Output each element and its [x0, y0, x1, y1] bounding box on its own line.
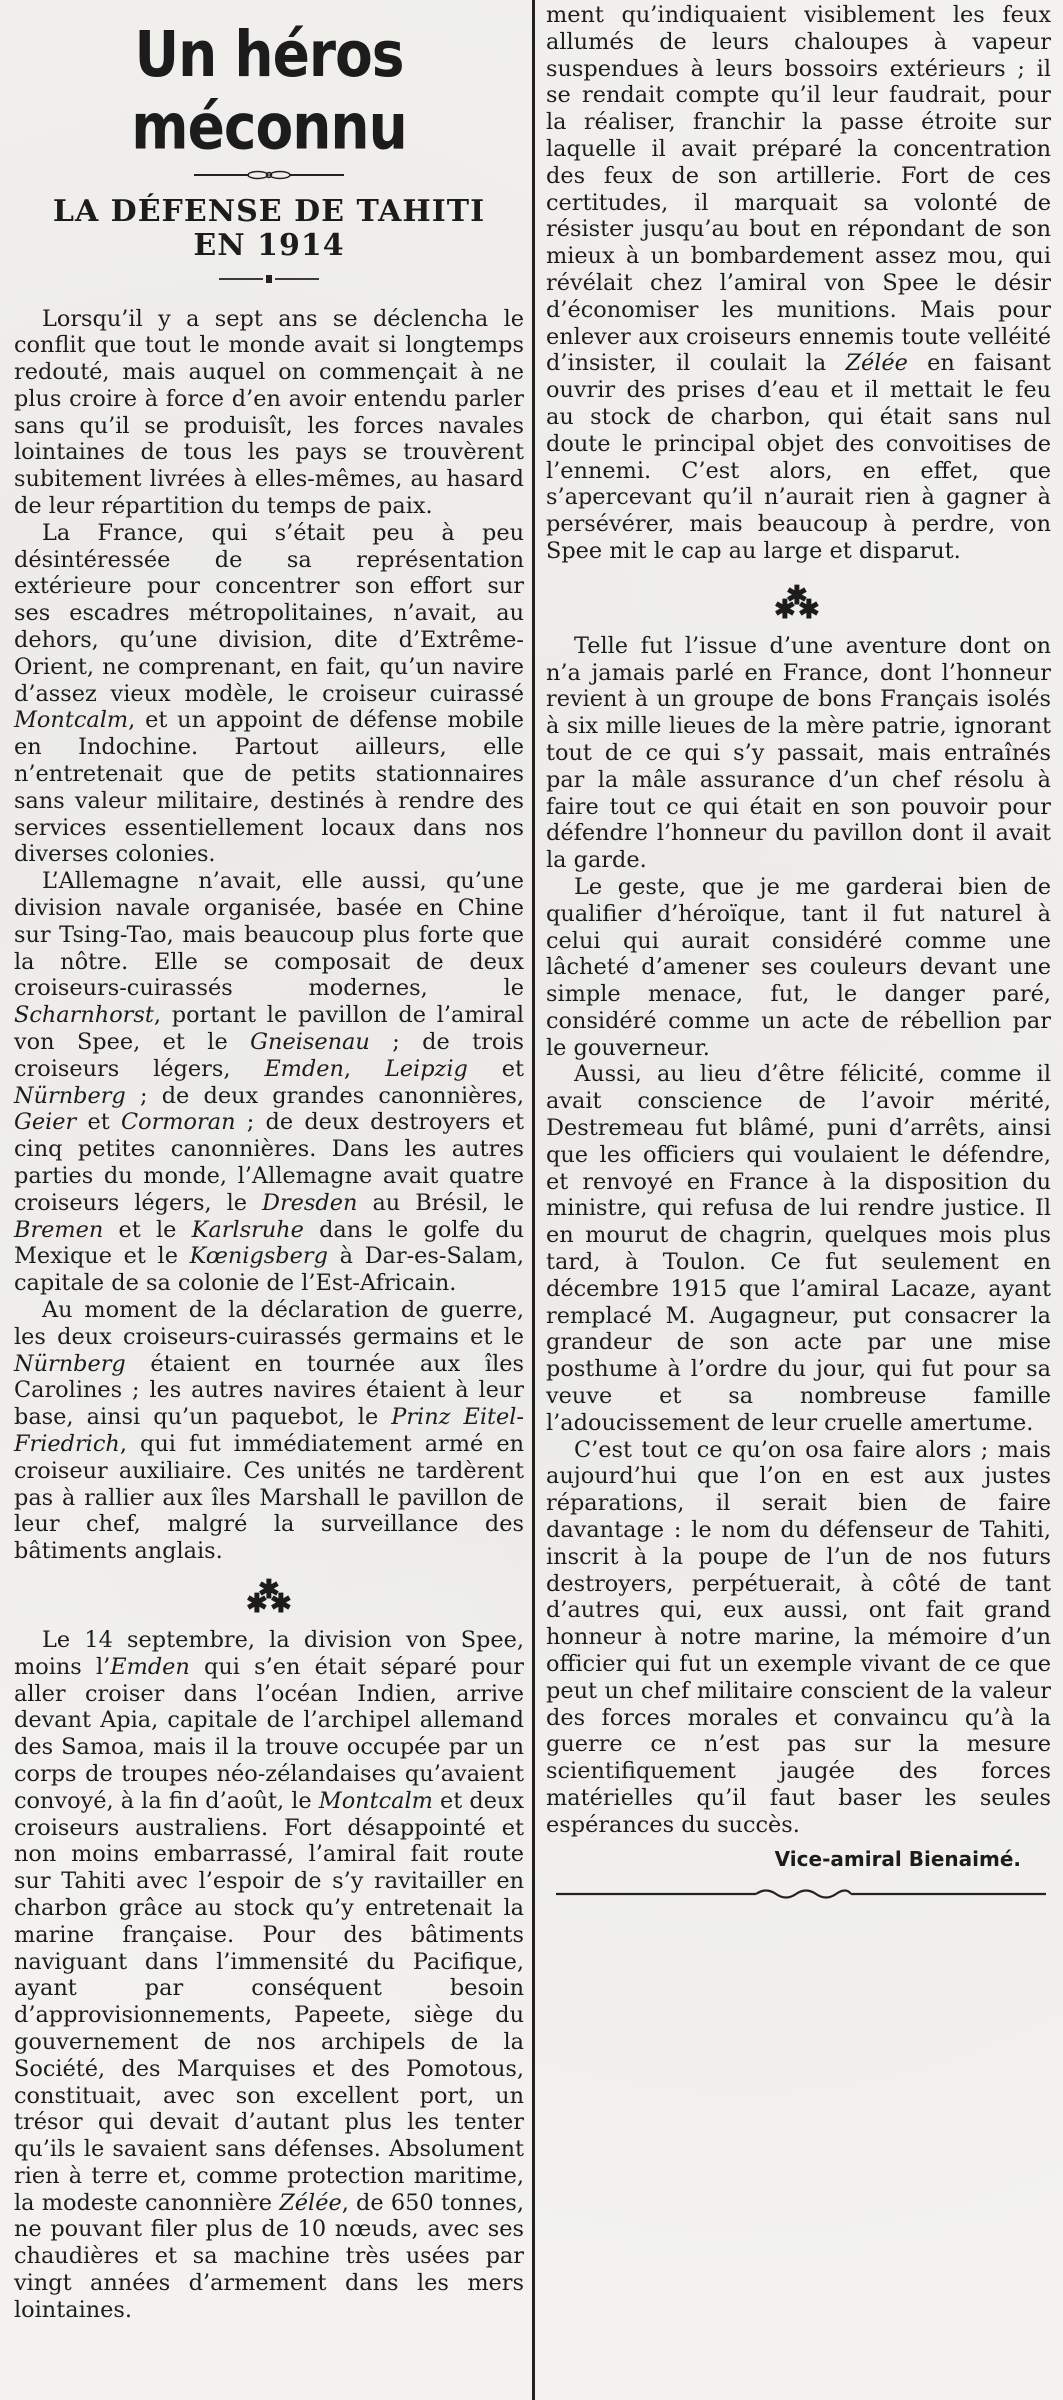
ship-name: Geier: [14, 1109, 77, 1136]
ship-name: Emden: [110, 1653, 190, 1680]
column-divider: [532, 0, 535, 2400]
ship-name: Zélée: [845, 350, 908, 377]
section-break-asterism-icon: ✱ ✱ ✱: [774, 580, 820, 625]
ship-name: Gneisenau: [250, 1029, 370, 1056]
ship-name: Emden: [264, 1055, 344, 1082]
headline: Un héros méconnu: [131, 17, 407, 164]
paragraph: Lorsqu’il y a sept ans se déclencha le conflit que tout le monde avait si longtemps redouté, mais auquel on commençait à ne plus croire à force d’en avoir entendu parler sans qu’il se produisît, les forces navales lointaines de tous les pays se trouvèrent subitement livrées à elles-mêmes, au hasard de leur répartition du temps de paix.: [14, 305, 524, 520]
end-of-article-rule-icon: [556, 1887, 1046, 1901]
right-column: [546, 0, 1051, 1901]
paragraph: C’est tout ce qu’on osa faire alors ; mais aujourd’hui que l’on en est aux justes réparations, il serait bien de faire davantage : le nom du défenseur de Tahiti, inscrit à la poupe de l’un de nos futurs destroyers, perpétuerait, à côté de tant d’autres qui, eux aussi, ont fait grand honneur à notre marine, la mémoire d’un officier qui fut un exemple vivant de ce que peut un chef militaire conscient de la valeur des forces morales et convaincu qu’à la guerre ce n’est pas sur la mesure scientifiquement jaugée des forces matérielles qu’il faut baser les seules espérances du succès.: [546, 1436, 1051, 1838]
ship-name: Bremen: [14, 1216, 104, 1243]
ship-name: Zélée: [279, 2189, 342, 2216]
ship-name: Prinz Eitel-Friedrich: [14, 1404, 524, 1457]
subhead-line-2: EN 1914: [193, 228, 345, 263]
paragraph: La France, qui s’était peu à peu désintéressée de sa représentation extérieure pour concentrer son effort sur ses escadres métropolitaines, n’avait, au dehors, qu’une division, dite d’Extrême-Orient, ne comprenant, en fait, qu’un navire d’assez vieux modèle, le croiseur cuirassé Montcalm, et un appoint de défense mobile en Indochine. Partout ailleurs, elle n’entretenait que de petits stationnaires sans valeur militaire, destinés à rendre des services essentiellement locaux dans nos diverses colonies.: [14, 519, 524, 868]
ship-name: Montcalm: [318, 1787, 433, 1814]
ship-name: Karlsruhe: [191, 1216, 304, 1243]
subhead-line-1: LA DÉFENSE DE TAHITI: [52, 193, 486, 229]
ship-name: Nürnberg: [14, 1082, 126, 1109]
ship-name: Leipzig: [384, 1055, 468, 1082]
right-column-text: [546, 2, 1051, 1839]
paragraph: Le 14 septembre, la division von Spee, moins l’Emden qui s’en était séparé pour aller croiser dans l’océan Indien, arrive devant Apia, capitale de l’archipel allemand des Samoa, mais il la trouve occupée par un corps de troupes néo-zélandaises qu’avaient convoyé, à la fin d’août, le Montcalm et deux croiseurs australiens. Fort désappointé et non moins embarrassé, l’amiral fait route sur Tahiti avec l’espoir de s’y ravitailler en charbon grâce au stock qu’y entretenait la marine française. Pour des bâtiments naviguant dans l’immensité du Pacifique, ayant par conséquent besoin d’approvisionnements, Papeete, siège du gouvernement de nos archipels de la Société, des Marquises et des Pomotous, constituait, avec son excellent port, un trésor qui devait d’autant plus les tenter qu’ils le savaient sans défenses. Absolument rien à terre et, comme protection maritime, la modeste canonnière Zélée, de 650 tonnes, ne pouvant filer plus de 10 nœuds, avec ses chaudières et sa machine très usées par vingt années d’armement dans les mers lointaines.: [14, 1626, 524, 2323]
ship-name: Kœnigsberg: [189, 1243, 328, 1270]
subhead-ornament-icon: [219, 274, 319, 284]
paragraph: Aussi, au lieu d’être félicité, comme il avait conscience de l’avoir mérité, Destremeau fut blâmé, puni d’arrêts, ainsi que les officiers qui voulaient le défendre, et renvoyé en France à la disposition du ministre, qui refusa de lui rendre justice. Il en mourut de chagrin, quelques mois plus tard, à Toulon. Ce fut seulement en décembre 1915 que l’amiral Lacaze, ayant remplacé M. Augagneur, put consacrer la grandeur de son acte par une mise posthume à l’ordre du jour, qui fut pour sa veuve et sa nombreuse famille l’adoucissement de leur cruelle amertume.: [546, 1061, 1051, 1436]
ship-name: Cormoran: [120, 1109, 236, 1136]
ship-name: Montcalm: [14, 707, 129, 734]
left-column-text: [14, 306, 524, 2324]
headline-ornament-icon: [194, 169, 344, 181]
ship-name: Nürnberg: [14, 1350, 126, 1377]
paragraph: ment qu’indiquaient visiblement les feux allumés de leurs chaloupes à vapeur suspendues à leurs bossoirs extérieurs ; il se rendait compte qu’il leur faudrait, pour la réaliser, franchir la passe étroite sur laquelle il avait préparé la concentration des feux de son artillerie. Fort de ces certitudes, il marquait sa volonté de résister jusqu’au bout en répondant de son mieux à un bombardement assez mou, qui révélait chez l’amiral von Spee le désir d’économiser les munitions. Mais pour enlever aux croiseurs ennemis toute velléité d’insister, il coulait la Zélée en faisant ouvrir des prises d’eau et il mettait le feu au stock de charbon, qui était sans nul doute le principal objet des convoitises de l’ennemi. C’est alors, en effet, que s’apercevant qu’il n’aurait rien à gagner à persévérer, mais beaucoup à perdre, von Spee mit le cap au large et disparut.: [546, 2, 1051, 564]
section-break-asterism-icon: ✱ ✱ ✱: [246, 1574, 292, 1619]
left-column: [14, 0, 524, 2324]
subhead: [14, 195, 524, 264]
paragraph: L’Allemagne n’avait, elle aussi, qu’une division navale organisée, basée en Chine sur Tsing-Tao, mais beaucoup plus forte que la nôtre. Elle se composait de deux croiseurs-cuirassés modernes, le Scharnhorst, portant le pavillon de l’amiral von Spee, et le Gneisenau ; de trois croiseurs légers, Emden, Leipzig et Nürnberg ; de deux grandes canonnières, Geier et Cormoran ; de deux destroyers et cinq petites canonnières. Dans les autres parties du monde, l’Allemagne avait quatre croiseurs légers, le Dresden au Brésil, le Bremen et le Karlsruhe dans le golfe du Mexique et le Kœnigsberg à Dar-es-Salam, capitale de sa colonie de l’Est-Africain.: [14, 868, 525, 1297]
paragraph: Au moment de la déclaration de guerre, les deux croiseurs-cuirassés germains et le Nürnberg étaient en tournée aux îles Carolines ; les autres navires étaient à leur base, ainsi qu’un paquebot, le Prinz Eitel-Friedrich, qui fut immédiatement armé en croiseur auxiliaire. Ces unités ne tardèrent pas à rallier aux îles Marshall le pavillon de leur chef, malgré la surveillance des bâtiments anglais.: [14, 1296, 524, 1565]
author-signature: Vice-amiral Bienaimé.: [774, 1846, 1021, 1871]
paragraph: Le geste, que je me garderai bien de qualifier d’héroïque, tant il fut naturel à celui qui aurait considéré comme une lâcheté d’amener ses couleurs devant une simple menace, fut, le danger paré, considéré comme un acte de rébellion par le gouverneur.: [546, 873, 1051, 1061]
ship-name: Dresden: [262, 1189, 358, 1216]
paragraph: Telle fut l’issue d’une aventure dont on n’a jamais parlé en France, dont l’honneur revient à un groupe de bons Français isolés à six mille lieues de la mère patrie, ignorant tout de ce qui s’y passait, mais entraînés par la mâle assurance d’un chef résolu à faire tout ce qui était en son pouvoir pour défendre l’honneur du pavillon dont il avait la garde.: [546, 632, 1051, 874]
ship-name: Scharnhorst: [14, 1002, 154, 1029]
